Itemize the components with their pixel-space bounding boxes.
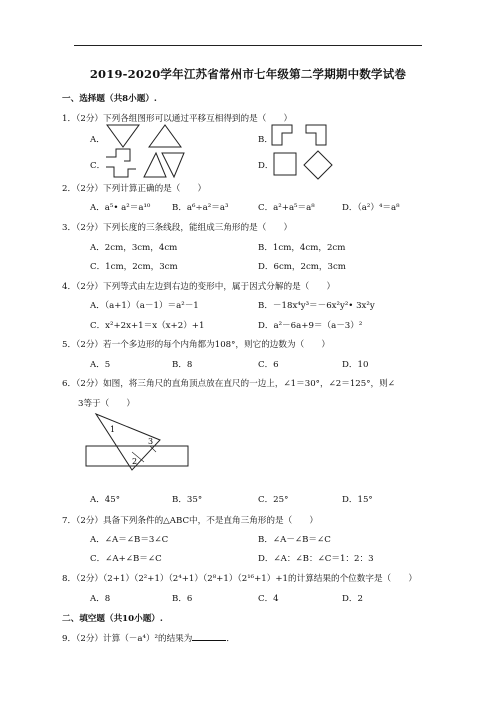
question-6-line-1: 6．（2分）如图，将三角尺的直角顶点放在直尺的一边上，∠1＝30°，∠2＝125°，则∠ <box>62 379 395 389</box>
q6-option-b: B．35° <box>172 495 203 505</box>
q4-option-b: B．－18x⁴y³＝－6x²y²• 3x²y <box>258 301 375 311</box>
q8-option-b: B．6 <box>172 594 193 604</box>
q1-option-a-figure <box>105 123 185 149</box>
q4-option-a: A．（a+1）（a－1）＝a²－1 <box>90 301 199 311</box>
question-5: 5．（2分）若一个多边形的每个内角都为108°，则它的边数为（ ） <box>62 340 330 350</box>
q2-option-b: B．a⁶÷a²＝a³ <box>172 203 229 213</box>
q1-option-b-figure <box>268 123 338 147</box>
q1-option-c-label: C． <box>90 161 106 171</box>
q3-option-c: C．1cm，2cm，3cm <box>90 262 178 272</box>
question-9-stem: 9．（2分）计算（－a⁴）²的结果为 <box>62 634 193 644</box>
q1-option-b-label: B． <box>258 135 273 145</box>
q6-option-a: A．45° <box>90 495 121 505</box>
section-heading-choice: 一、选择题（共8小题）. <box>62 94 157 104</box>
q5-option-b: B．8 <box>172 360 193 370</box>
q8-option-a: A．8 <box>90 594 111 604</box>
section-heading-fill: 二、填空题（共10小题）. <box>62 614 163 624</box>
q8-option-d: D．2 <box>342 594 363 604</box>
question-9 <box>62 632 235 644</box>
q1-option-c-figure <box>104 147 188 181</box>
q2-option-a: A．a⁵• a²＝a¹⁰ <box>90 203 151 213</box>
question-3: 3．（2分）下列长度的三条线段，能组成三角形的是（ ） <box>62 223 293 233</box>
q2-option-c: C．a²+a⁵＝a⁸ <box>258 203 315 213</box>
q7-option-b: B．∠A－∠B＝∠C <box>258 535 331 545</box>
q3-option-a: A．2cm，3cm，4cm <box>90 243 178 253</box>
header-rule <box>74 45 422 46</box>
question-7: 7．（2分）具备下列条件的△ABC中，不是直角三角形的是（ ） <box>62 516 318 526</box>
question-2: 2．（2分）下列计算正确的是（ ） <box>62 184 207 194</box>
q1-option-a-label: A． <box>90 135 105 145</box>
q6-option-d: D．15° <box>342 495 373 505</box>
page-title: 2019-2020学年江苏省常州市七年级第二学期期中数学试卷 <box>89 67 407 81</box>
q6-angle-2-label: 2 <box>132 457 138 466</box>
q5-option-d: D．10 <box>342 360 369 370</box>
q5-option-c: C．6 <box>258 360 279 370</box>
question-6-line-2: 3等于（ ） <box>78 399 136 409</box>
q5-option-a: A．5 <box>90 360 111 370</box>
q2-option-d: D．（a²）⁴＝a⁸ <box>342 203 400 213</box>
q1-option-d-figure <box>270 149 340 181</box>
q6-angle-3-label: 3 <box>148 437 154 446</box>
question-4: 4．（2分）下列等式由左边到右边的变形中，属于因式分解的是（ ） <box>62 282 336 292</box>
q8-option-c: C．4 <box>258 594 279 604</box>
q6-triangle-ruler-figure <box>84 412 194 474</box>
q7-option-a: A．∠A＝∠B＝3∠C <box>90 535 169 545</box>
q6-option-c: C．25° <box>258 495 289 505</box>
question-1: 1．（2分）下列各组图形可以通过平移互相得到的是（ ） <box>62 114 293 124</box>
q7-option-d: D．∠A：∠B：∠C＝1：2：3 <box>258 554 374 564</box>
q3-option-b: B．1cm，4cm，2cm <box>258 243 346 253</box>
q1-option-d-label: D． <box>258 161 274 171</box>
q6-angle-1-label: 1 <box>110 425 116 434</box>
question-9-end: ． <box>226 634 235 644</box>
q4-option-d: D．a²－6a+9＝（a－3）² <box>258 321 363 331</box>
question-8: 8．（2分）（2+1）（2²+1）（2⁴+1）（2⁸+1）（2¹⁶+1）+1的计算结果的个位数字是（ ） <box>62 574 417 584</box>
q3-option-d: D．6cm，2cm，3cm <box>258 262 346 272</box>
q9-answer-blank[interactable] <box>192 632 226 641</box>
q4-option-c: C．x²+2x+1＝x（x+2）+1 <box>90 321 205 331</box>
q7-option-c: C．∠A+∠B＝∠C <box>90 554 162 564</box>
